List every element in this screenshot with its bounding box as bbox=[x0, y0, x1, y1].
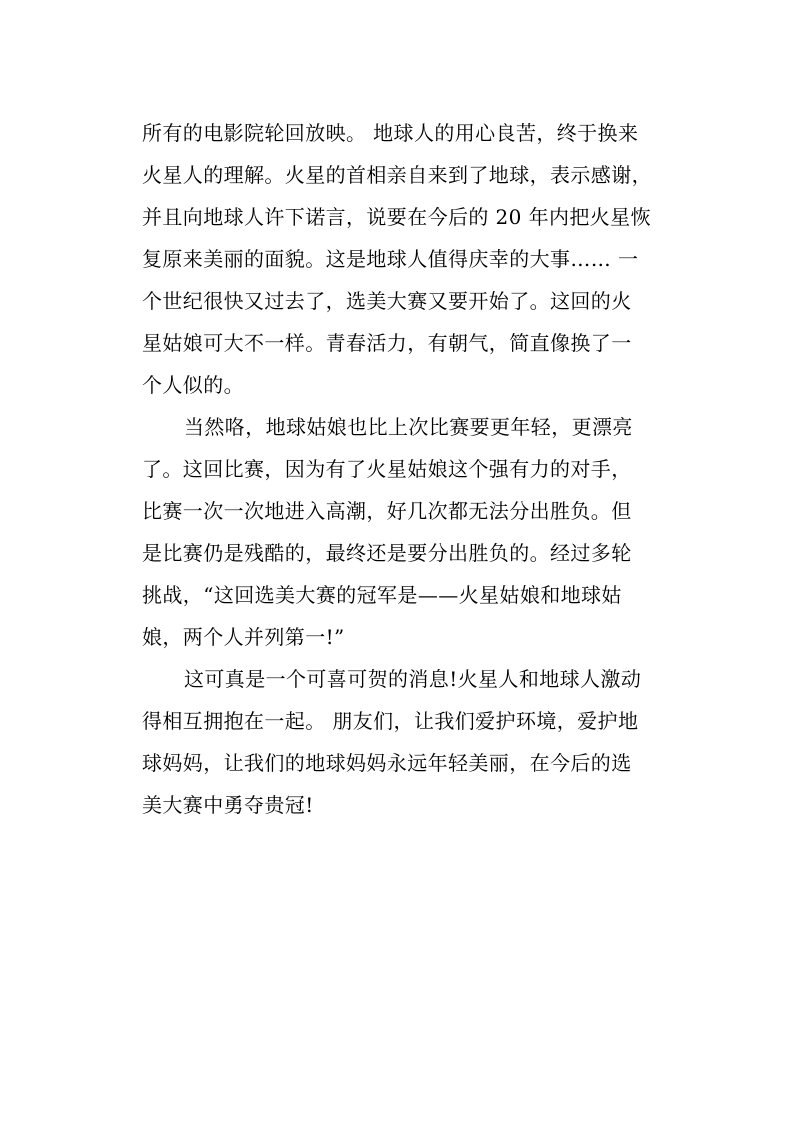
text-line: 复原来美丽的面貌。这是地球人值得庆幸的大事…… 一 bbox=[142, 247, 639, 271]
text-line: 是比赛仍是残酷的，最终还是要分出胜负的。经过多轮 bbox=[142, 541, 632, 565]
paragraph-first-line: 当然咯，地球姑娘也比上次比赛要更年轻，更漂亮 bbox=[184, 415, 633, 439]
text-line: 比赛一次一次地进入高潮，好几次都无法分出胜负。但 bbox=[142, 499, 632, 523]
text-line: 星姑娘可大不一样。青春活力，有朝气，简直像换了一 bbox=[142, 331, 632, 355]
text-line: 所有的电影院轮回放映。 地球人的用心良苦，终于换来 bbox=[142, 121, 639, 145]
text-line: 得相互拥抱在一起。 朋友们，让我们爱护环境，爱护地 bbox=[142, 709, 639, 733]
text-line: 个世纪很快又过去了，选美大赛又要开始了。这回的火 bbox=[142, 289, 632, 313]
text-line: 美大赛中勇夺贵冠! bbox=[142, 793, 314, 817]
text-line: 个人似的。 bbox=[142, 373, 244, 397]
text-line: 并且向地球人许下诺言，说要在今后的 20 年内把火星恢 bbox=[142, 205, 651, 229]
text-line: 了。这回比赛，因为有了火星姑娘这个强有力的对手， bbox=[142, 457, 632, 481]
text-line: 火星人的理解。火星的首相亲自来到了地球，表示感谢， bbox=[142, 163, 652, 187]
body-text bbox=[142, 112, 682, 826]
text-line: 娘，两个人并列第一!” bbox=[142, 625, 345, 649]
text-line: 挑战，“这回选美大赛的冠军是——火星姑娘和地球姑 bbox=[142, 583, 622, 607]
text-line: 球妈妈，让我们的地球妈妈永远年轻美丽，在今后的选 bbox=[142, 751, 632, 775]
paragraph-first-line: 这可真是一个可喜可贺的消息!火星人和地球人激动 bbox=[184, 667, 642, 691]
